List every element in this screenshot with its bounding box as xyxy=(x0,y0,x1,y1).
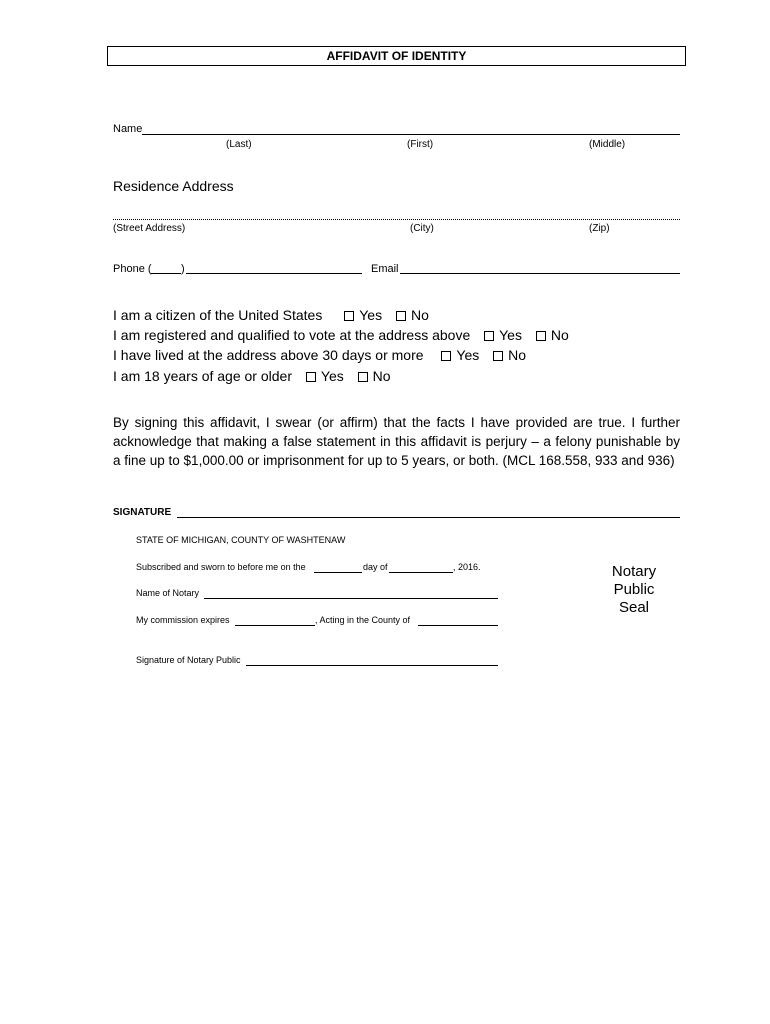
perjury-statement: By signing this affidavit, I swear (or affirm) that the facts I have provided are true. I further acknowledge that making a false statement in this affidavit is perjury – a felony punishable by a fine up to $1,000.00 or imprisonment for up to 5 years, or both. (MCL 168.558, 933 and 936) xyxy=(113,415,680,468)
no-label: No xyxy=(410,307,429,323)
email-label: Email xyxy=(371,263,399,275)
yes-label: Yes xyxy=(320,368,344,384)
residence-address-heading: Residence Address xyxy=(113,178,234,194)
phone-paren-close: ) xyxy=(181,263,185,275)
age-no-option[interactable] xyxy=(358,368,391,384)
question-registered-text: I am registered and qualified to vote at the address above xyxy=(113,327,471,343)
phone-area-code-field[interactable] xyxy=(151,273,181,274)
registered-yes-option[interactable] xyxy=(484,327,522,343)
signature-field[interactable] xyxy=(177,517,680,518)
residency-yes-option[interactable] xyxy=(441,347,479,363)
question-residency xyxy=(113,347,526,363)
zip-caption: (Zip) xyxy=(589,223,610,234)
name-field[interactable] xyxy=(142,134,680,135)
commission-expires-field[interactable] xyxy=(235,625,315,626)
seal-line-3: Seal xyxy=(618,599,650,616)
no-label: No xyxy=(508,347,527,363)
subscribed-day-field[interactable] xyxy=(314,572,362,573)
seal-line-2: Public xyxy=(613,581,655,598)
question-age-text: I am 18 years of age or older xyxy=(113,368,292,384)
phone-label: Phone ( xyxy=(113,263,152,275)
name-label: Name xyxy=(113,123,143,135)
notary-signature-field[interactable] xyxy=(246,665,498,666)
no-label: No xyxy=(372,368,391,384)
registered-no-option[interactable] xyxy=(536,327,569,343)
year-suffix: , 2016. xyxy=(453,562,481,572)
name-last-caption: (Last) xyxy=(226,139,252,150)
street-address-caption: (Street Address) xyxy=(113,223,186,234)
yes-label: Yes xyxy=(499,327,522,343)
checkbox-icon[interactable] xyxy=(344,311,354,321)
checkbox-icon[interactable] xyxy=(441,351,451,361)
subscribed-month-field[interactable] xyxy=(389,572,453,573)
day-of-label: day of xyxy=(363,562,388,572)
notary-name-field[interactable] xyxy=(204,598,498,599)
name-middle-caption: (Middle) xyxy=(589,139,626,150)
signature-label: SIGNATURE xyxy=(113,507,172,518)
checkbox-icon[interactable] xyxy=(396,311,406,321)
question-citizen-text: I am a citizen of the United States xyxy=(113,307,323,323)
acting-county-field[interactable] xyxy=(418,625,498,626)
checkbox-icon[interactable] xyxy=(493,351,503,361)
city-caption: (City) xyxy=(410,223,434,234)
no-label: No xyxy=(550,327,569,343)
question-citizen xyxy=(113,307,429,323)
checkbox-icon[interactable] xyxy=(484,331,494,341)
checkbox-icon[interactable] xyxy=(358,372,368,382)
seal-line-1: Notary xyxy=(611,563,657,580)
acting-county-label: , Acting in the County of xyxy=(315,615,411,625)
commission-expires-label: My commission expires xyxy=(136,615,230,625)
name-first-caption: (First) xyxy=(407,139,434,150)
address-field[interactable] xyxy=(113,219,680,220)
notary-public-seal xyxy=(594,563,674,617)
notary-state-line: STATE OF MICHIGAN, COUNTY OF WASHTENAW xyxy=(136,535,346,545)
question-registered xyxy=(113,327,569,343)
residency-no-option[interactable] xyxy=(493,347,526,363)
citizen-no-option[interactable] xyxy=(396,307,429,323)
phone-number-field[interactable] xyxy=(186,273,362,274)
checkbox-icon[interactable] xyxy=(306,372,316,382)
yes-label: Yes xyxy=(456,347,480,363)
email-field[interactable] xyxy=(400,273,680,274)
question-age xyxy=(113,368,391,384)
notary-signature-label: Signature of Notary Public xyxy=(136,655,241,665)
checkbox-icon[interactable] xyxy=(536,331,546,341)
notary-name-label: Name of Notary xyxy=(136,588,200,598)
yes-label: Yes xyxy=(359,307,383,323)
question-residency-text: I have lived at the address above 30 days or more xyxy=(113,347,424,363)
subscribed-prefix: Subscribed and sworn to before me on the xyxy=(136,562,306,572)
document-title: AFFIDAVIT OF IDENTITY xyxy=(107,46,686,66)
age-yes-option[interactable] xyxy=(306,368,344,384)
citizen-yes-option[interactable] xyxy=(344,307,382,323)
